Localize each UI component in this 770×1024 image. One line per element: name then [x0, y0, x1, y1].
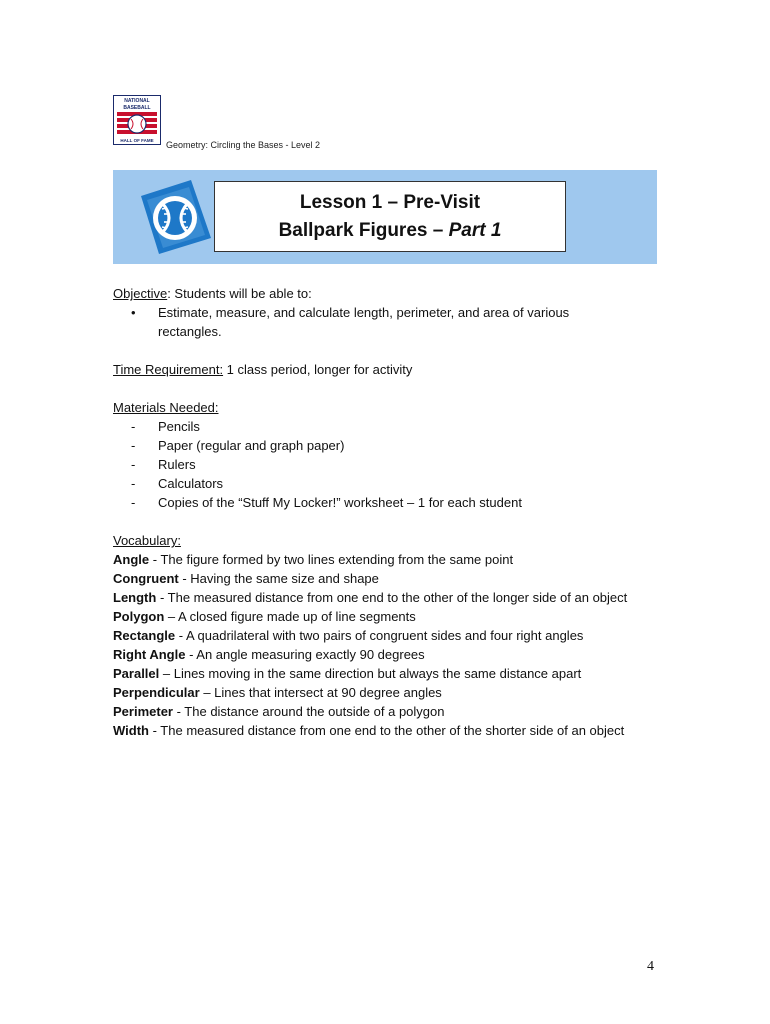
vocab-term: Polygon [113, 609, 165, 624]
objective-intro: : Students will be able to: [167, 286, 312, 301]
material-item [113, 474, 653, 493]
vocab-def: – A closed figure made up of line segments [164, 609, 416, 624]
time-value: 1 class period, longer for activity [223, 362, 413, 377]
dash-mark: - [131, 419, 136, 434]
vocab-term: Parallel [113, 666, 160, 681]
page-number: 4 [647, 959, 654, 974]
objective-bullet [113, 303, 653, 341]
logo-text-bottom: HALL OF FAME [120, 138, 154, 143]
dash-mark: - [131, 438, 136, 453]
dash-mark: - [131, 476, 136, 491]
vocab-term: Perpendicular [113, 685, 200, 700]
bullet-mark: • [131, 305, 136, 320]
time-requirement [113, 360, 653, 379]
material-item [113, 417, 653, 436]
lesson-subtitle [215, 217, 565, 245]
vocab-item [113, 645, 633, 664]
vocab-def: - The distance around the outside of a polygon [172, 704, 445, 719]
objective-line [113, 284, 653, 303]
time-label: Time Requirement: [113, 362, 224, 377]
material-item [113, 436, 653, 455]
objective-bullet-line2: rectangles. [158, 324, 222, 339]
material-text: Rulers [158, 457, 196, 472]
vocab-item [113, 550, 633, 569]
objective-bullet-line1: Estimate, measure, and calculate length, perimeter, and area of various [158, 305, 570, 320]
vocabulary-label: Vocabulary: [113, 533, 181, 548]
lesson-banner [113, 170, 657, 264]
vocab-def: - The measured distance from one end to the other of the shorter side of an object [148, 723, 625, 738]
objective-label: Objective [113, 286, 168, 301]
dash-mark: - [131, 457, 136, 472]
vocab-term: Congruent [113, 571, 179, 586]
material-text: Copies of the “Stuff My Locker!” worksheet – 1 for each student [158, 495, 522, 510]
vocab-term: Right Angle [113, 647, 186, 662]
lesson-title-box [214, 181, 566, 252]
subtitle-part: Part 1 [448, 220, 502, 241]
vocab-def: - Having the same size and shape [178, 571, 379, 586]
lesson-content [113, 284, 653, 740]
vocab-term: Angle [113, 552, 150, 567]
vocab-item [113, 702, 633, 721]
vocab-item [113, 683, 633, 702]
vocab-term: Width [113, 723, 149, 738]
vocab-def: - An angle measuring exactly 90 degrees [185, 647, 425, 662]
vocab-def: - The figure formed by two lines extending from the same point [149, 552, 514, 567]
lesson-title: Lesson 1 – Pre-Visit [299, 192, 481, 213]
logo-text-top: NATIONAL [124, 98, 150, 104]
materials-label: Materials Needed: [113, 400, 219, 415]
material-item [113, 455, 653, 474]
vocab-item [113, 721, 633, 740]
baseball-icon [133, 178, 215, 258]
material-item [113, 493, 653, 512]
vocab-term: Perimeter [113, 704, 173, 719]
vocab-item [113, 664, 633, 683]
course-label: Geometry: Circling the Bases - Level 2 [166, 140, 321, 150]
vocab-term: Length [113, 590, 157, 605]
vocab-item [113, 607, 633, 626]
vocab-def: – Lines moving in the same direction but always the same distance apart [159, 666, 582, 681]
vocab-def: – Lines that intersect at 90 degree angles [199, 685, 442, 700]
material-text: Calculators [158, 476, 224, 491]
hall-of-fame-logo [113, 95, 161, 145]
logo-text-middle: BASEBALL [123, 105, 151, 111]
vocab-item [113, 569, 633, 588]
material-text: Paper (regular and graph paper) [158, 438, 345, 453]
material-text: Pencils [158, 419, 200, 434]
vocab-def: - The measured distance from one end to the other of the longer side of an object [156, 590, 628, 605]
subtitle-main: Ballpark Figures – [278, 220, 449, 241]
vocab-item [113, 626, 633, 645]
vocab-item [113, 588, 633, 607]
dash-mark: - [131, 495, 136, 510]
vocab-def: - A quadrilateral with two pairs of congruent sides and four right angles [175, 628, 584, 643]
vocab-term: Rectangle [113, 628, 176, 643]
